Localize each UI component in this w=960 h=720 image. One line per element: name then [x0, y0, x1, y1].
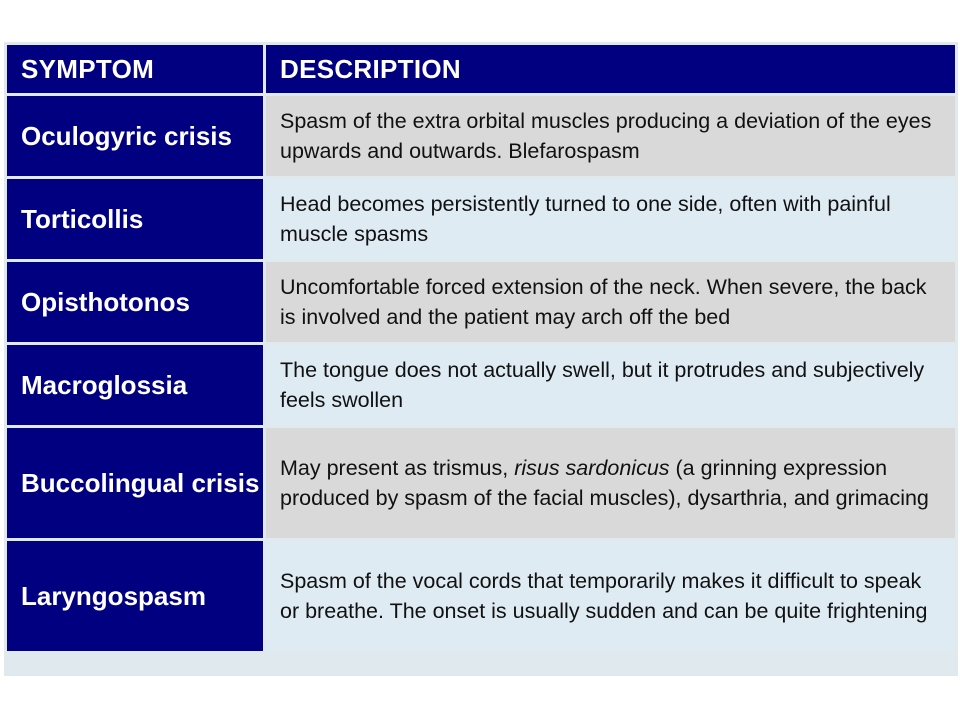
description-cell: Spasm of the vocal cords that temporarily makes it difficult to speak or breathe. The onset is usually sudden and can be quite frightening — [266, 541, 955, 651]
table-row — [7, 96, 955, 176]
symptom-cell: Laryngospasm — [7, 541, 263, 651]
description-cell: Uncomfortable forced extension of the neck. When severe, the back is involved and the patient may arch off the bed — [266, 262, 955, 342]
description-cell: Spasm of the extra orbital muscles producing a deviation of the eyes upwards and outwards. Blefarospasm — [266, 96, 955, 176]
symptom-table — [4, 42, 958, 654]
description-cell: Head becomes persistently turned to one side, often with painful muscle spasms — [266, 179, 955, 259]
description-text: May present as trismus, — [280, 456, 515, 480]
table-row — [7, 345, 955, 425]
table-row — [7, 262, 955, 342]
table-row — [7, 541, 955, 651]
description-text: (a grinning expression produced by spasm of the facial muscles), dysarthria, and grimacing — [280, 456, 929, 510]
symptom-cell: Opisthotonos — [7, 262, 263, 342]
header-symptom: SYMPTOM — [7, 45, 263, 93]
table-row — [7, 428, 955, 538]
header-description: DESCRIPTION — [266, 45, 955, 93]
description-cell: The tongue does not actually swell, but it protrudes and subjectively feels swollen — [266, 345, 955, 425]
symptom-cell: Macroglossia — [7, 345, 263, 425]
description-italic-term: risus sardonicus — [514, 456, 670, 480]
symptom-table-container — [4, 42, 958, 676]
symptom-cell: Torticollis — [7, 179, 263, 259]
description-cell — [266, 428, 955, 538]
symptom-cell: Oculogyric crisis — [7, 96, 263, 176]
table-row — [7, 179, 955, 259]
symptom-cell: Buccolingual crisis — [7, 428, 263, 538]
table-header-row — [7, 45, 955, 93]
